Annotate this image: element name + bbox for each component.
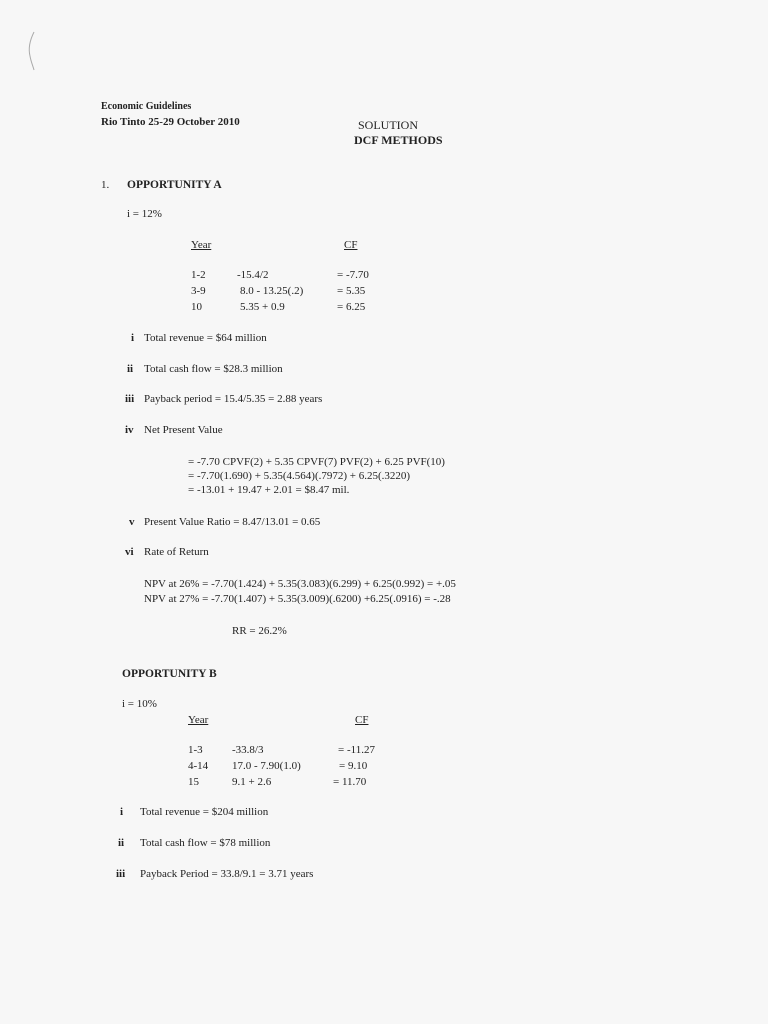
item-number: v [129,516,135,528]
header-client-date: Rio Tinto 25-29 October 2010 [101,116,240,128]
payback-period-a: Payback period = 15.4/5.35 = 2.88 years [144,393,323,405]
table-cell-year: 10 [191,301,202,313]
npv-line: = -13.01 + 19.47 + 2.01 = $8.47 mil. [188,484,350,496]
total-cash-flow-b: Total cash flow = $78 million [140,837,271,849]
table-cell-cf: = 11.70 [333,776,367,788]
table-cell-cf: = -7.70 [337,269,369,281]
opportunity-b-title: OPPORTUNITY B [122,668,217,680]
payback-period-b: Payback Period = 33.8/9.1 = 3.71 years [140,868,314,880]
npv-line: = -7.70(1.690) + 5.35(4.564)(.7972) + 6.25(.3220) [188,470,411,482]
item-number: vi [125,546,134,558]
header-course: Economic Guidelines [101,101,192,112]
item-number: ii [127,363,134,375]
table-cell-cf: = 6.25 [337,301,366,313]
opportunity-b-cf-header: CF [355,714,369,726]
page-title: DCF METHODS [354,133,443,147]
table-cell-year: 1-3 [188,744,203,756]
rate-of-return-heading: Rate of Return [144,546,209,558]
present-value-ratio: Present Value Ratio = 8.47/13.01 = 0.65 [144,516,321,528]
table-cell-calc: -15.4/2 [237,269,269,281]
table-cell-calc: 5.35 + 0.9 [240,301,285,313]
opportunity-b-rate: i = 10% [122,698,157,710]
item-number: iii [116,868,126,880]
table-cell-cf: = 9.10 [339,760,368,772]
table-cell-cf: = -11.27 [338,744,375,756]
total-revenue-b: Total revenue = $204 million [140,806,269,818]
scan-pen-mark [22,30,40,72]
table-cell-year: 15 [188,776,199,788]
item-number: ii [118,837,125,849]
table-cell-calc: 8.0 - 13.25(.2) [240,285,304,297]
item-number: iii [125,393,135,405]
npv-heading: Net Present Value [144,424,223,436]
opportunity-a-rate: i = 12% [127,208,162,220]
opportunity-b-year-header: Year [188,714,209,726]
table-cell-year: 3-9 [191,285,206,297]
opportunity-a-year-header: Year [191,239,212,251]
ror-npv-line: NPV at 27% = -7.70(1.407) + 5.35(3.009)(.6200) +6.25(.0916) = -.28 [144,593,451,605]
npv-line: = -7.70 CPVF(2) + 5.35 CPVF(7) PVF(2) + 6.25 PVF(10) [188,456,445,468]
table-cell-calc: -33.8/3 [232,744,264,756]
item-number: iv [125,424,134,436]
total-cash-flow-a: Total cash flow = $28.3 million [144,363,283,375]
opportunity-a-cf-header: CF [344,239,358,251]
ror-npv-line: NPV at 26% = -7.70(1.424) + 5.35(3.083)(6.299) + 6.25(0.992) = +.05 [144,578,456,590]
table-cell-calc: 17.0 - 7.90(1.0) [232,760,301,772]
total-revenue-a: Total revenue = $64 million [144,332,267,344]
table-cell-year: 4-14 [188,760,209,772]
opportunity-a-title: OPPORTUNITY A [127,179,222,191]
rate-of-return-result: RR = 26.2% [232,625,287,637]
table-cell-cf: = 5.35 [337,285,366,297]
item-number: i [131,332,135,344]
solution-label: SOLUTION [358,118,418,132]
table-cell-year: 1-2 [191,269,206,281]
item-number: i [120,806,124,818]
section-number: 1. [101,179,110,191]
table-cell-calc: 9.1 + 2.6 [232,776,272,788]
